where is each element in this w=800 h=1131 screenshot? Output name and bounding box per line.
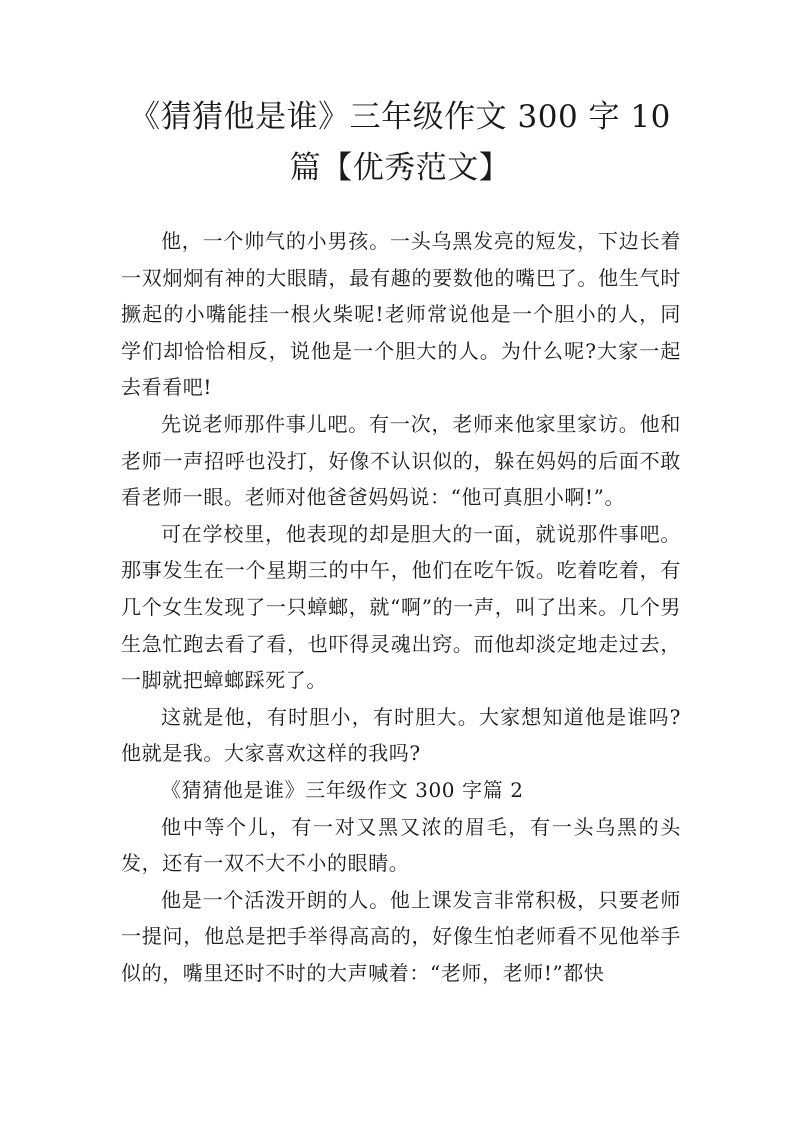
paragraph: 他，一个帅气的小男孩。一头乌黑发亮的短发，下边长着一双炯炯有神的大眼睛，最有趣的要数他的嘴巴了。他生气时撅起的小嘴能挂一根火柴呢!老师常说他是一个胆小的人，同学们却恰恰相反，说他是一个胆大的人。为什么呢?大家一起去看看吧! (121, 229, 681, 400)
document-title: 《猜猜他是谁》三年级作文 300 字 10 篇【优秀范文】 (129, 99, 671, 186)
paragraph: 他是一个活泼开朗的人。他上课发言非常积极，只要老师一提问，他总是把手举得高高的，好像生怕老师看不见他举手似的，嘴里还时不时的大声喊着：“老师，老师!”都快 (121, 887, 681, 985)
section-heading: 《猜猜他是谁》三年级作文 300 字篇 2 (161, 777, 524, 802)
paragraph: 这就是他，有时胆小，有时胆大。大家想知道他是谁吗?他就是我。大家喜欢这样的我吗? (121, 704, 681, 766)
paragraph: 他中等个儿，有一对又黑又浓的眉毛，有一头乌黑的头发，还有一双不大不小的眼睛。 (121, 814, 681, 876)
paragraph: 先说老师那件事儿吧。有一次，老师来他家里家访。他和老师一声招呼也没打，好像不认识似的，躲在妈妈的后面不敢看老师一眼。老师对他爸爸妈妈说：“他可真胆小啊!”。 (121, 411, 681, 510)
document-body (121, 223, 681, 991)
paragraph: 可在学校里，他表现的却是胆大的一面，就说那件事吧。那事发生在一个星期三的中午，他们在吃午饭。吃着吃着，有几个女生发现了一只蟑螂，就“啊”的一声，叫了出来。几个男生急忙跑去看了看，也吓得灵魂出窍。而他却淡定地走过去，一脚就把蟑螂踩死了。 (121, 521, 681, 693)
